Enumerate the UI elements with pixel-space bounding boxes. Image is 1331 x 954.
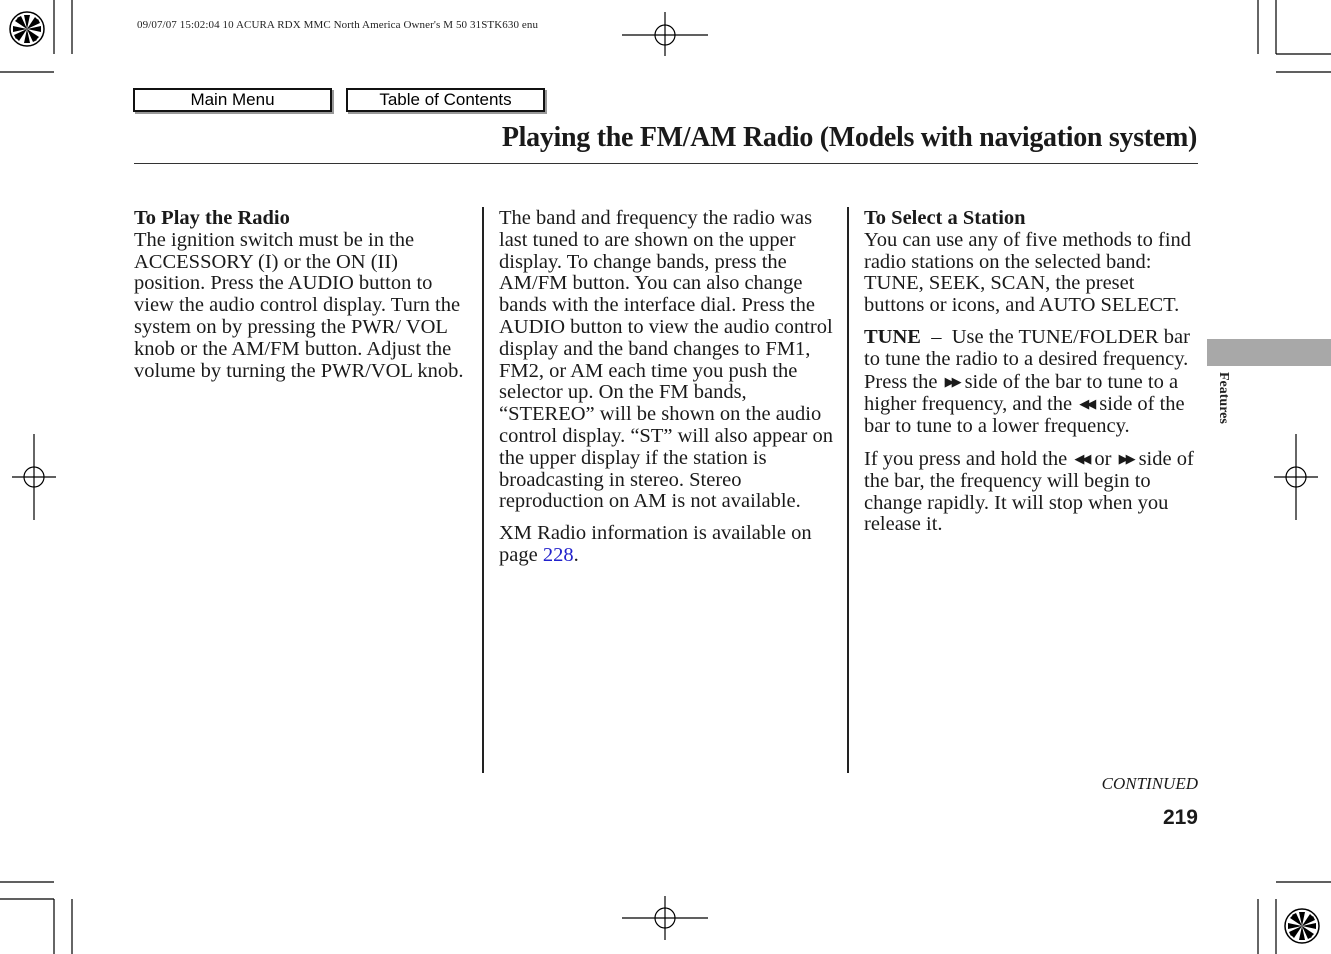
section-tab <box>1207 339 1331 366</box>
xm-text-end: . <box>573 543 579 566</box>
tune-label: TUNE <box>864 325 921 348</box>
column-divider-1 <box>482 207 484 773</box>
continued-label: CONTINUED <box>1101 774 1198 793</box>
main-menu-button[interactable]: Main Menu <box>133 88 332 112</box>
tune-paragraph <box>864 327 1198 438</box>
table-of-contents-button[interactable]: Table of Contents <box>346 88 545 112</box>
hold-paragraph <box>864 448 1198 536</box>
section-tab-label: Features <box>1216 372 1231 424</box>
column-select-station <box>864 208 1198 546</box>
skip-forward-icon: ▶▶ <box>1118 450 1133 466</box>
skip-forward-icon: ▶▶ <box>944 373 959 389</box>
skip-back-icon: ◀◀ <box>1074 450 1089 466</box>
column-divider-2 <box>847 207 849 773</box>
page-number: 219 <box>1162 806 1198 829</box>
heading-select-station: To Select a Station <box>864 207 1026 229</box>
xm-text: XM Radio information is available on page <box>499 522 812 566</box>
select-station-text: You can use any of five methods to find radio stations on the selected band: TUNE, SEEK, SCAN, the preset buttons or icons, and AUTO SELECT. <box>864 228 1192 317</box>
column-play-radio <box>134 208 467 392</box>
page-link-228[interactable]: 228 <box>542 543 574 566</box>
skip-back-icon: ◀◀ <box>1079 396 1094 412</box>
hold-text-a: If you press and hold the <box>864 447 1068 470</box>
tune-text-a: Use the TUNE/FOLDER bar to tune the radio to a desired frequency. Press the <box>864 325 1190 393</box>
page-title: Playing the FM/AM Radio (Models with navigation system) <box>501 122 1197 153</box>
tune-text-c: side of the bar to tune to a lower frequency. <box>864 393 1185 438</box>
tune-dash: – <box>931 325 942 348</box>
hold-text-c: side of the bar, the frequency will begin to change rapidly. It will stop when you release it. <box>864 447 1194 536</box>
hold-text-b: or <box>1094 447 1112 470</box>
print-info: 09/07/07 15:02:04 10 ACURA RDX MMC North America Owner's M 50 31STK630 enu <box>137 19 539 31</box>
heading-play-radio: To Play the Radio <box>134 207 290 229</box>
tune-text-b: side of the bar to tune to a higher frequency, and the <box>864 370 1179 416</box>
title-divider <box>134 163 1198 164</box>
play-radio-text: The ignition switch must be in the ACCESSORY (I) or the ON (II) position. Press the AUDIO button to view the audio control display. Turn the system on by pressing the PWR/ VOL knob or the AM/FM button. Adjust the volume by turning the PWR/VOL knob. <box>134 228 464 382</box>
xm-radio-reference <box>499 523 833 567</box>
column-band-frequency <box>499 208 833 577</box>
band-frequency-text: The band and frequency the radio was last tuned to are shown on the upper display. To change bands, press the AM/FM button. You can also change bands with the interface dial. Press the AUDIO button to view the audio control display and the band changes to FM1, FM2, or AM each time you push the selector up. On the FM bands, “STEREO” will be shown on the audio control display. “ST” will also appear on the upper display if the station is broadcasting in stereo. Stereo reproduction on AM is not available. <box>499 207 833 513</box>
